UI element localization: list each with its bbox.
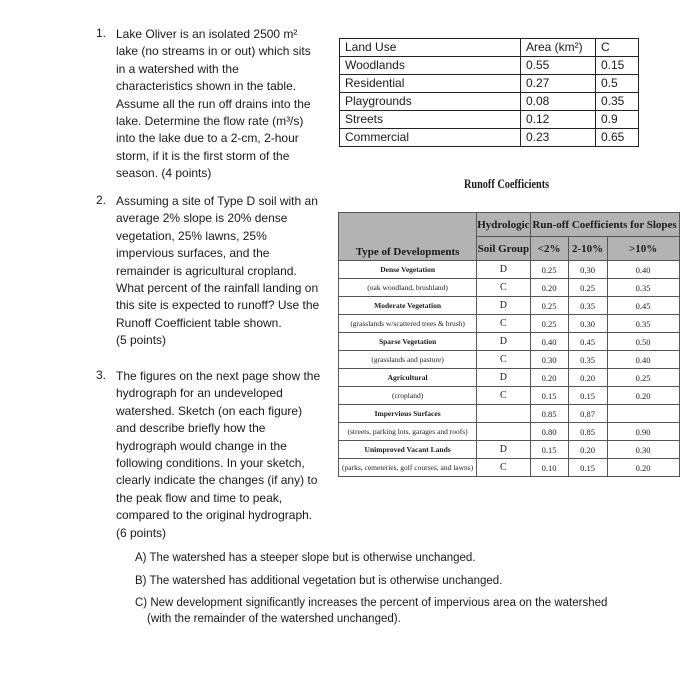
- table-row: [340, 75, 639, 93]
- development-type-cell: Dense Vegetation: [339, 261, 477, 279]
- coef-cell: 0.15: [568, 459, 607, 477]
- development-type-cell: (grasslands and pasture): [339, 351, 477, 369]
- area-cell: 0.12: [521, 111, 596, 129]
- development-type-cell: Sparse Vegetation: [339, 333, 477, 351]
- coef-cell: 0.30: [607, 441, 679, 459]
- table-row: [339, 369, 680, 387]
- header-c: C: [596, 39, 639, 57]
- coef-cell: 0.45: [607, 297, 679, 315]
- header-slope-low: <2%: [530, 237, 568, 261]
- table-row: [339, 279, 680, 297]
- development-type-cell: (oak woodland, brushland): [339, 279, 477, 297]
- development-type-cell: Moderate Vegetation: [339, 297, 477, 315]
- land-use-cell: Commercial: [340, 129, 521, 147]
- sub-item-c-continued: (with the remainder of the watershed unchanged).: [147, 613, 401, 625]
- question-1-number: 1.: [96, 26, 107, 40]
- c-cell: 0.9: [596, 111, 639, 129]
- runoff-coefficients-table: [338, 212, 680, 477]
- soil-group-cell: D: [477, 441, 530, 459]
- table-row: [340, 129, 639, 147]
- question-3-number: 3.: [96, 368, 107, 382]
- header-hydrologic: Hydrologic: [477, 213, 530, 237]
- soil-group-cell: D: [477, 369, 530, 387]
- coef-cell: 0.35: [568, 297, 607, 315]
- question-2-number: 2.: [96, 193, 107, 207]
- table-row: [339, 261, 680, 279]
- coef-cell: 0.20: [530, 369, 568, 387]
- c-cell: 0.35: [596, 93, 639, 111]
- development-type-cell: (cropland): [339, 387, 477, 405]
- table-row: [339, 351, 680, 369]
- soil-group-cell: C: [477, 315, 530, 333]
- soil-group-cell: [477, 423, 530, 441]
- coef-cell: 0.30: [568, 315, 607, 333]
- development-type-cell: Unimproved Vacant Lands: [339, 441, 477, 459]
- table-row: [339, 423, 680, 441]
- table-row: [339, 333, 680, 351]
- coef-cell: 0.20: [530, 279, 568, 297]
- coef-cell: 0.25: [568, 279, 607, 297]
- coef-cell: 0.30: [530, 351, 568, 369]
- coef-cell: 0.15: [568, 387, 607, 405]
- table-row: [339, 315, 680, 333]
- header-type: Type of Developments: [339, 213, 477, 261]
- coef-cell: 0.85: [530, 405, 568, 423]
- coef-cell: 0.80: [530, 423, 568, 441]
- development-type-cell: (parks, cemeteries, golf courses, and lawns): [339, 459, 477, 477]
- land-use-cell: Playgrounds: [340, 93, 521, 111]
- coef-cell: 0.85: [568, 423, 607, 441]
- coef-cell: 0.15: [530, 441, 568, 459]
- land-use-header-row: [340, 39, 639, 57]
- coef-cell: 0.15: [530, 387, 568, 405]
- table-row: [340, 93, 639, 111]
- coef-cell: 0.35: [568, 351, 607, 369]
- coef-cell: 0.20: [607, 387, 679, 405]
- area-cell: 0.08: [521, 93, 596, 111]
- table-row: [339, 387, 680, 405]
- soil-group-cell: D: [477, 297, 530, 315]
- header-area: Area (km²): [521, 39, 596, 57]
- area-cell: 0.23: [521, 129, 596, 147]
- area-cell: 0.55: [521, 57, 596, 75]
- question-3-text: The figures on the next page show the hydrograph for an undeveloped watershed. Sketch (on each figure) and describe briefly how the hydrograph would change in the following conditions. In your sketch, clearly indicate the changes (if any) to the peak flow and time to peak, compared to the original hydrograph. (6 points): [116, 369, 321, 540]
- land-use-table: [339, 38, 639, 147]
- coef-cell: 0.25: [607, 369, 679, 387]
- table-row: [339, 441, 680, 459]
- header-coefficients: Run-off Coefficients for Slopes: [530, 213, 679, 237]
- coef-cell: 0.10: [530, 459, 568, 477]
- development-type-cell: (grasslands w/scattered trees & brush): [339, 315, 477, 333]
- sub-item-b: B) The watershed has additional vegetation but is otherwise unchanged.: [135, 575, 503, 587]
- coef-cell: 0.50: [607, 333, 679, 351]
- land-use-cell: Residential: [340, 75, 521, 93]
- land-use-cell: Streets: [340, 111, 521, 129]
- soil-group-cell: C: [477, 279, 530, 297]
- runoff-table-title: Runoff Coefficients: [464, 177, 550, 191]
- coef-cell: [607, 405, 679, 423]
- soil-group-cell: C: [477, 351, 530, 369]
- c-cell: 0.15: [596, 57, 639, 75]
- coef-cell: 0.25: [530, 315, 568, 333]
- table-row: [339, 459, 680, 477]
- development-type-cell: Agricultural: [339, 369, 477, 387]
- header-soil-group: Soil Group: [477, 237, 530, 261]
- table-row: [339, 297, 680, 315]
- soil-group-cell: D: [477, 261, 530, 279]
- coef-cell: 0.40: [530, 333, 568, 351]
- c-cell: 0.65: [596, 129, 639, 147]
- coef-cell: 0.40: [607, 351, 679, 369]
- coef-cell: 0.25: [530, 261, 568, 279]
- soil-group-cell: D: [477, 333, 530, 351]
- coef-cell: 0.35: [607, 279, 679, 297]
- soil-group-cell: [477, 405, 530, 423]
- coef-cell: 0.87: [568, 405, 607, 423]
- table-row: [340, 111, 639, 129]
- c-cell: 0.5: [596, 75, 639, 93]
- soil-group-cell: C: [477, 459, 530, 477]
- coef-cell: 0.40: [607, 261, 679, 279]
- area-cell: 0.27: [521, 75, 596, 93]
- land-use-cell: Woodlands: [340, 57, 521, 75]
- table-row: [340, 57, 639, 75]
- coef-cell: 0.35: [607, 315, 679, 333]
- header-land-use: Land Use: [340, 39, 521, 57]
- coef-cell: 0.20: [607, 459, 679, 477]
- coef-cell: 0.25: [530, 297, 568, 315]
- coef-cell: 0.45: [568, 333, 607, 351]
- soil-group-cell: C: [477, 387, 530, 405]
- question-1-text: Lake Oliver is an isolated 2500 m² lake (no streams in or out) which sits in a watershed with the characteristics shown in the table. Assume all the run off drains into the lake. Determine the flow rate (m³/s) into the lake due to a 2-cm, 2-hour storm, if it is the first storm of the season. (4 points): [116, 27, 311, 181]
- header-slope-high: >10%: [607, 237, 679, 261]
- development-type-cell: (streets, parking lots, garages and roofs): [339, 423, 477, 441]
- coef-cell: 0.20: [568, 441, 607, 459]
- sub-item-c: C) New development significantly increases the percent of impervious area on the watershed: [135, 597, 608, 609]
- coef-cell: 0.20: [568, 369, 607, 387]
- header-slope-mid: 2-10%: [568, 237, 607, 261]
- development-type-cell: Impervious Surfaces: [339, 405, 477, 423]
- sub-item-a: A) The watershed has a steeper slope but is otherwise unchanged.: [135, 552, 476, 564]
- coef-cell: 0.90: [607, 423, 679, 441]
- table-row: [339, 405, 680, 423]
- coef-cell: 0.30: [568, 261, 607, 279]
- runoff-header-row: [339, 213, 680, 237]
- question-2-text: Assuming a site of Type D soil with an average 2% slope is 20% dense vegetation, 25% lawns, 25% impervious surfaces, and the remainder is agricultural cropland. What percent of the rainfall landing on this site is expected to runoff? Use the Runoff Coefficient table shown. (5 points): [116, 194, 320, 348]
